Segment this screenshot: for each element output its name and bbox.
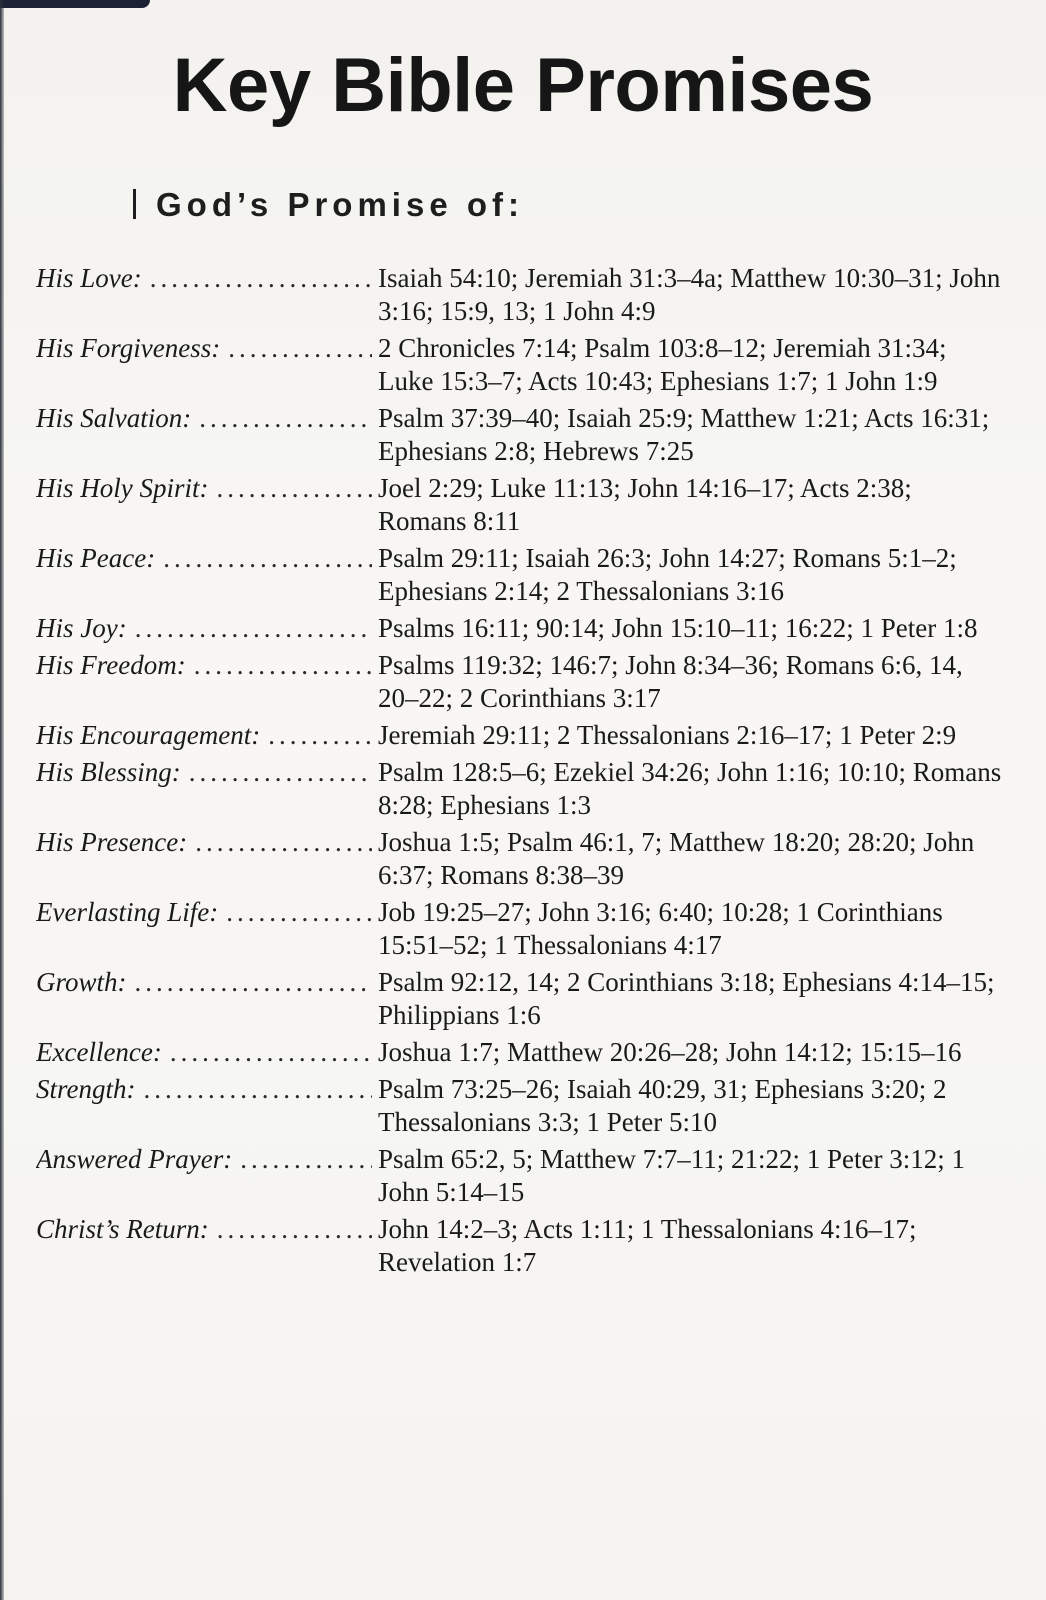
promise-label-cell (36, 542, 372, 575)
promise-references: Psalm 29:11; Isaiah 26:3; John 14:27; Romans 5:1–2; Ephesians 2:14; 2 Thessalonians 3:16 (378, 543, 957, 606)
promise-references: Psalm 73:25–26; Isaiah 40:29, 31; Ephesians 3:20; 2 Thessalonians 3:3; 1 Peter 5:10 (378, 1074, 947, 1137)
promise-references: John 14:2–3; Acts 1:11; 1 Thessalonians 4:16–17; Revelation 1:7 (378, 1214, 917, 1277)
section-heading-text: God’s Promise of: (156, 186, 524, 223)
promise-entry (36, 649, 1006, 715)
promise-label: Answered Prayer: (36, 1144, 233, 1174)
promise-references: Joshua 1:7; Matthew 20:26–28; John 14:12; 15:15–16 (378, 1037, 962, 1067)
promise-label-cell (36, 612, 372, 645)
promise-entry (36, 966, 1006, 1032)
dot-leader (150, 262, 372, 295)
promise-label-cell (36, 332, 372, 365)
dot-leader (170, 1036, 372, 1069)
dot-leader (195, 826, 372, 859)
promise-label: Everlasting Life: (36, 897, 219, 927)
promise-label: His Holy Spirit: (36, 473, 209, 503)
promise-entry (36, 1213, 1006, 1279)
promise-references: Job 19:25–27; John 3:16; 6:40; 10:28; 1 Corinthians 15:51–52; 1 Thessalonians 4:17 (378, 897, 943, 960)
promise-label-cell (36, 472, 372, 505)
dot-leader (135, 966, 372, 999)
promise-label-cell (36, 262, 372, 295)
dot-leader (228, 332, 372, 365)
promise-label: His Peace: (36, 543, 156, 573)
promise-entry (36, 402, 1006, 468)
promise-label: His Love: (36, 263, 142, 293)
promise-label: Christ’s Return: (36, 1214, 209, 1244)
dot-leader (143, 1073, 372, 1106)
promise-references: Psalms 16:11; 90:14; John 15:10–11; 16:22; 1 Peter 1:8 (378, 613, 978, 643)
dot-leader (189, 756, 372, 789)
heading-bar-divider (133, 189, 136, 219)
promise-references: Jeremiah 29:11; 2 Thessalonians 2:16–17; 1 Peter 2:9 (378, 720, 957, 750)
promise-references: Psalm 92:12, 14; 2 Corinthians 3:18; Ephesians 4:14–15; Philippians 1:6 (378, 967, 995, 1030)
promise-references: Joshua 1:5; Psalm 46:1, 7; Matthew 18:20; 28:20; John 6:37; Romans 8:38–39 (378, 827, 975, 890)
promise-label-cell (36, 1073, 372, 1106)
promise-label: His Freedom: (36, 650, 186, 680)
promise-entry (36, 332, 1006, 398)
dot-leader (268, 719, 372, 752)
dot-leader (135, 612, 372, 645)
promise-label-cell (36, 896, 372, 929)
promise-label-cell (36, 966, 372, 999)
section-heading (133, 186, 524, 224)
promise-label: Excellence: (36, 1037, 162, 1067)
promise-references: Isaiah 54:10; Jeremiah 31:3–4a; Matthew 10:30–31; John 3:16; 15:9, 13; 1 John 4:9 (378, 263, 1001, 326)
promise-label: His Joy: (36, 613, 127, 643)
promise-label-cell (36, 756, 372, 789)
dot-leader (217, 472, 373, 505)
page-left-edge (0, 0, 4, 1600)
page-corner-shadow (0, 0, 150, 8)
promise-list (36, 262, 1006, 1283)
promise-references: Psalm 37:39–40; Isaiah 25:9; Matthew 1:21; Acts 16:31; Ephesians 2:8; Hebrews 7:25 (378, 403, 990, 466)
promise-label-cell (36, 402, 372, 435)
promise-entry (36, 826, 1006, 892)
promise-label: His Encouragement: (36, 720, 261, 750)
promise-label-cell (36, 1143, 372, 1176)
promise-references: 2 Chronicles 7:14; Psalm 103:8–12; Jeremiah 31:34; Luke 15:3–7; Acts 10:43; Ephesians 1:7; 1 John 1:9 (378, 333, 947, 396)
dot-leader (199, 402, 372, 435)
promise-entry (36, 1073, 1006, 1139)
promise-references: Psalms 119:32; 146:7; John 8:34–36; Romans 6:6, 14, 20–22; 2 Corinthians 3:17 (378, 650, 963, 713)
dot-leader (217, 1213, 372, 1246)
promise-label: His Presence: (36, 827, 188, 857)
promise-label-cell (36, 1036, 372, 1069)
promise-entry (36, 472, 1006, 538)
promise-entry (36, 542, 1006, 608)
promise-entry (36, 612, 1006, 645)
promise-label: Growth: (36, 967, 127, 997)
promise-entry (36, 719, 1006, 752)
promise-label: His Blessing: (36, 757, 181, 787)
page-title: Key Bible Promises (172, 43, 874, 128)
promise-label-cell (36, 649, 372, 682)
promise-label-cell (36, 826, 372, 859)
promise-label-cell (36, 719, 372, 752)
promise-label-cell (36, 1213, 372, 1246)
promise-references: Psalm 65:2, 5; Matthew 7:7–11; 21:22; 1 Peter 3:12; 1 John 5:14–15 (378, 1144, 965, 1207)
promise-label: Strength: (36, 1074, 136, 1104)
promise-entry (36, 1036, 1006, 1069)
promise-entry (36, 1143, 1006, 1209)
promise-references: Joel 2:29; Luke 11:13; John 14:16–17; Acts 2:38; Romans 8:11 (378, 473, 912, 536)
promise-entry (36, 262, 1006, 328)
dot-leader (226, 896, 372, 929)
promise-entry (36, 896, 1006, 962)
dot-leader (240, 1143, 372, 1176)
dot-leader (194, 649, 372, 682)
promise-label: His Forgiveness: (36, 333, 221, 363)
promise-references: Psalm 128:5–6; Ezekiel 34:26; John 1:16; 10:10; Romans 8:28; Ephesians 1:3 (378, 757, 1002, 820)
dot-leader (163, 542, 372, 575)
promise-entry (36, 756, 1006, 822)
promise-label: His Salvation: (36, 403, 192, 433)
